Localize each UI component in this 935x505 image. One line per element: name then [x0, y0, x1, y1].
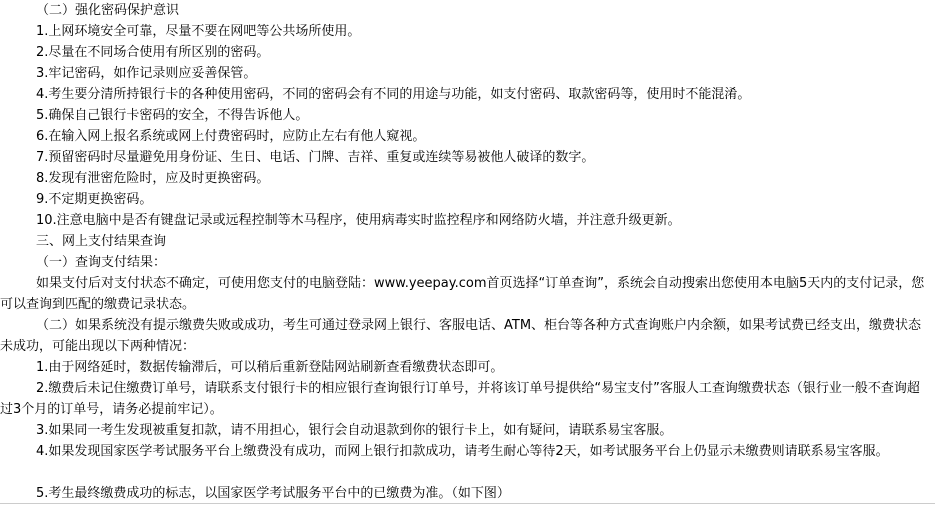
situation-5: 5.考生最终缴费成功的标志，以国家医学考试服务平台中的已缴费为准。（如下图） — [36, 486, 510, 501]
situation-3: 3.如果同一考生发现被重复扣款，请不用担心，银行会自动退款到你的银行卡上，如有疑问，请联系易宝客服。 — [36, 423, 673, 438]
password-tip-7: 7.预留密码时尽量避免用身份证、生日、电话、门牌、吉祥、重复或连续等易被他人破译的数字。 — [36, 150, 595, 165]
password-tip-6: 6.在输入网上报名系统或网上付费密码时，应防止左右有他人窥视。 — [36, 129, 426, 144]
password-tip-3: 3.牢记密码，如作记录则应妥善保管。 — [36, 66, 257, 81]
password-tip-10: 10.注意电脑中是否有键盘记录或远程控制等木马程序，使用病毒实时监控程序和网络防火墙，并注意升级更新。 — [36, 213, 681, 228]
bottom-divider — [0, 503, 935, 504]
situation-1: 1.由于网络延时，数据传输滞后，可以稍后重新登陆网站刷新查看缴费状态即可。 — [36, 360, 504, 375]
password-tip-8: 8.发现有泄密危险时，应及时更换密码。 — [36, 171, 270, 186]
password-tip-1: 1.上网环境安全可靠，尽量不要在网吧等公共场所使用。 — [36, 24, 361, 39]
query-paragraph: 如果支付后对支付状态不确定，可使用您支付的电脑登陆：www.yeepay.com首页选择“订单查询”，系统会自动搜索出您使用本电脑5天内的支付记录，您可以查询到匹配的缴费记录状态。 — [0, 276, 925, 312]
password-tip-5: 5.确保自己银行卡密码的安全，不得告诉他人。 — [36, 108, 309, 123]
subheading-query-result: （一）查询支付结果： — [36, 255, 167, 270]
password-tip-2: 2.尽量在不同场合使用有所区别的密码。 — [36, 45, 270, 60]
section-heading-password-protection: （二）强化密码保护意识 — [36, 3, 180, 18]
no-status-paragraph: （二）如果系统没有提示缴费失败或成功，考生可通过登录网上银行、客服电话、ATM、柜台等各种方式查询账户内余额，如果考试费已经支出，缴费状态未成功，可能出现以下两种情况： — [0, 318, 922, 354]
password-tip-9: 9.不定期更换密码。 — [36, 192, 153, 207]
password-tip-4: 4.考生要分清所持银行卡的各种使用密码，不同的密码会有不同的用途与功能，如支付密码、取款密码等，使用时不能混淆。 — [36, 87, 751, 102]
situation-2: 2.缴费后未记住缴费订单号，请联系支付银行卡的相应银行查询银行订单号，并将该订单号提供给“易宝支付”客服人工查询缴费状态（银行业一般不查询超过3个月的订单号，请务必提前牢记）。 — [0, 381, 920, 417]
situation-4: 4.如果发现国家医学考试服务平台上缴费没有成功，而网上银行扣款成功，请考生耐心等待2天，如考试服务平台上仍显示未缴费则请联系易宝客服。 — [36, 444, 889, 459]
section-heading-payment-query: 三、网上支付结果查询 — [36, 234, 167, 249]
